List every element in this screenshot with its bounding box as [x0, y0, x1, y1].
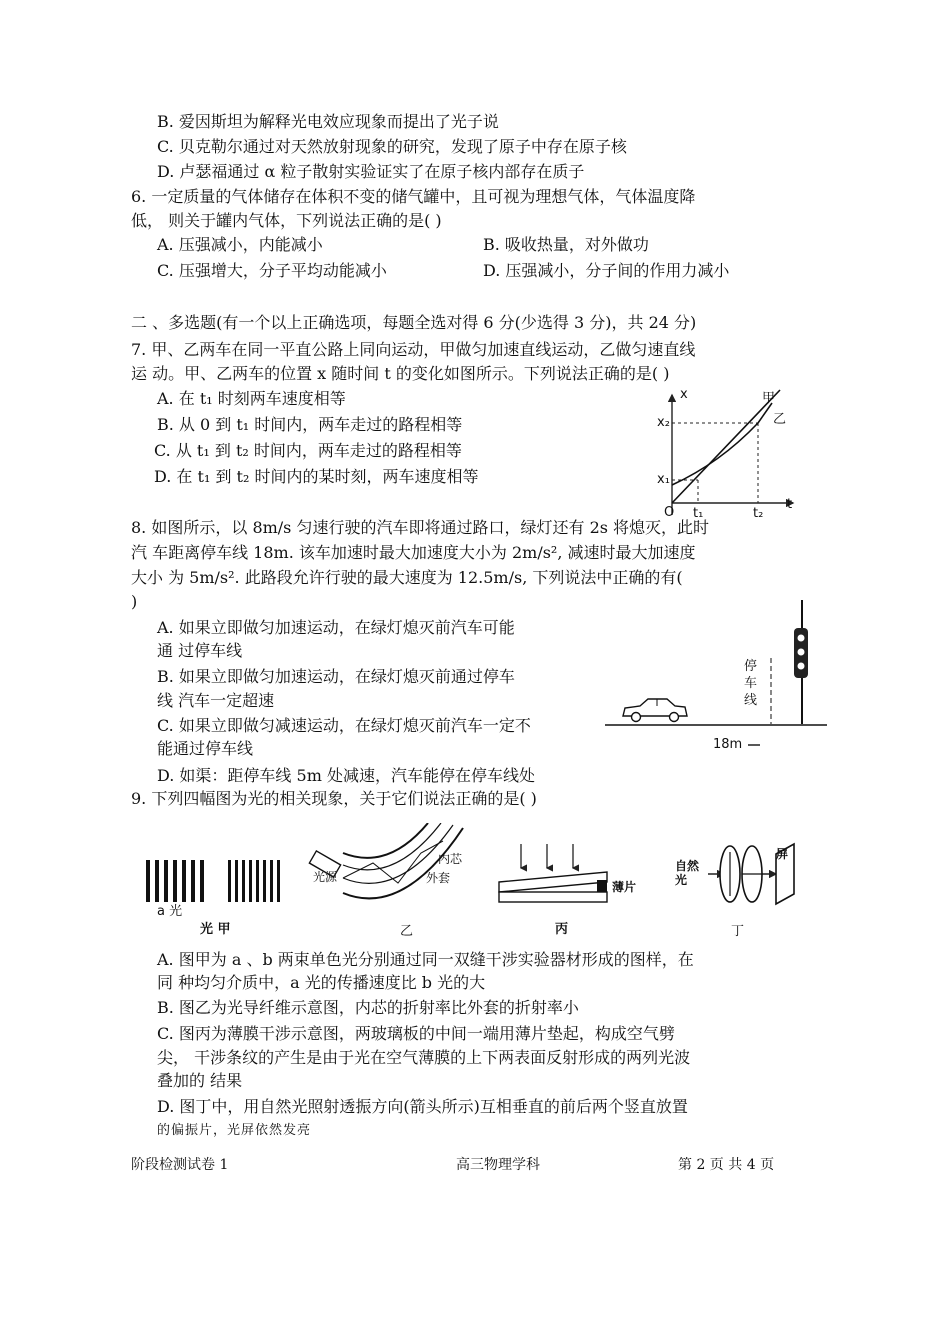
graph-line-yi	[672, 390, 780, 503]
q6-option-d: D. 压强减小，分子间的作用力减小	[483, 261, 730, 280]
footer-left: 阶段检测试卷 1	[131, 1157, 229, 1173]
footer-page-number: 第 2 页 共 4 页	[678, 1157, 775, 1173]
q8-option-a-line2: 通 过停车线	[157, 641, 243, 660]
q9-option-c-line2: 尖， 干涉条纹的产生是由于光在空气薄膜的上下两表面反射形成的两列光波	[157, 1048, 691, 1067]
section-2-heading: 二 、多选题(有一个以上正确选项，每题全选对得 6 分(少选得 3 分)，共 24 分)	[131, 313, 697, 332]
q7-graph-t-label: t	[787, 497, 793, 512]
q9-fig-bing-wedge	[497, 842, 647, 908]
q8-option-b-line2: 线 汽车一定超速	[157, 691, 275, 710]
q7-option-d: D. 在 t₁ 到 t₂ 时间内的某时刻，两车速度相等	[154, 467, 479, 486]
q9-option-a-line2: 同 种均匀介质中，a 光的传播速度比 b 光的大	[157, 973, 486, 992]
q9-fig-bing-sheet-label: 薄片	[612, 880, 637, 894]
q8-traffic-figure	[605, 598, 830, 758]
q7-graph-origin-label: O	[664, 505, 675, 520]
q9-fig-ding-screen-label: 屏	[776, 847, 789, 861]
q8-stop-line-label: 停车线	[744, 659, 758, 708]
q5-option-b: B. 爱因斯坦为解释光电效应现象而提出了光子说	[157, 112, 499, 131]
q9-option-b: B. 图乙为光导纤维示意图，内芯的折射率比外套的折射率小	[157, 998, 579, 1017]
q8-stem-line1: 8. 如图所示，以 8m/s 匀速行驶的汽车即将通过路口，绿灯还有 2s 将熄灭，此时	[131, 518, 710, 537]
q7-graph-yi-label: 乙	[773, 412, 787, 427]
q6-option-c: C. 压强增大，分子平均动能减小	[157, 261, 387, 280]
q8-option-d: D. 如渠：距停车线 5m 处减速，汽车能停在停车线处	[157, 766, 535, 785]
q7-option-b: B. 从 0 到 t₁ 时间内，两车走过的路程相等	[157, 415, 463, 434]
q9-option-d-line1: D. 图丁中，用自然光照射透振方向(箭头所示)互相垂直的前后两个竖直放置	[157, 1097, 688, 1116]
q5-option-c: C. 贝克勒尔通过对天然放射现象的研究，发现了原子中存在原子核	[157, 137, 627, 156]
q8-distance-label: 18m	[713, 737, 743, 752]
q8-stem-line4: )	[131, 592, 138, 611]
q9-fig-yi-cladding-label: 外套	[426, 871, 451, 885]
graph-curve-jia	[672, 403, 772, 485]
q7-option-c: C. 从 t₁ 到 t₂ 时间内，两车走过的路程相等	[154, 441, 462, 460]
q9-fig-yi-core-label: 内芯	[438, 852, 463, 866]
car-icon	[623, 699, 687, 722]
q7-xt-graph	[650, 385, 800, 525]
q7-stem-line2: 运 动。甲、乙两车的位置 x 随时间 t 的变化如图所示。下列说法正确的是( )	[131, 364, 670, 383]
q6-stem-line1: 6. 一定质量的气体储存在体积不变的储气罐中，且可视为理想气体，气体温度降	[131, 187, 696, 206]
q9-fig-jia-fringes	[140, 858, 310, 904]
q6-option-a: A. 压强减小，内能减小	[157, 235, 323, 254]
q8-option-a-line1: A. 如果立即做匀加速运动，在绿灯熄灭前汽车可能	[157, 618, 515, 637]
q9-option-c-line1: C. 图丙为薄膜干涉示意图，两玻璃板的中间一端用薄片垫起，构成空气劈	[157, 1024, 675, 1043]
q8-option-c-line1: C. 如果立即做匀减速运动，在绿灯熄灭前汽车一定不	[157, 716, 531, 735]
q9-fig-yi-source-label: 光源	[313, 870, 338, 884]
q9-option-a-line1: A. 图甲为 a 、b 两束单色光分别通过同一双缝干涉实验器材形成的图样，在	[157, 950, 694, 969]
q7-graph-t2-label: t₂	[753, 506, 764, 521]
q8-option-c-line2: 能通过停车线	[157, 739, 254, 758]
q8-option-b-line1: B. 如果立即做匀加速运动，在绿灯熄灭前通过停车	[157, 667, 515, 686]
q9-fig-yi-caption: 乙	[400, 924, 414, 939]
q8-stem-line2: 汽 车距离停车线 18m. 该车加速时最大加速度大小为 2m/s², 减速时最大加速度	[131, 543, 696, 562]
q9-fig-ding-light-label: 自然光	[675, 859, 700, 887]
q9-option-d-line2: 的偏振片，光屏依然发亮	[157, 1123, 312, 1138]
q9-option-c-line3: 叠加的 结果	[157, 1071, 243, 1090]
q9-stem: 9. 下列四幅图为光的相关现象，关于它们说法正确的是( )	[131, 789, 537, 808]
q8-stem-line3: 大小 为 5m/s². 此路段允许行驶的最大速度为 12.5m/s, 下列说法中正确的有(	[131, 568, 683, 587]
q7-stem-line1: 7. 甲、乙两车在同一平直公路上同向运动，甲做匀加速直线运动，乙做匀速直线	[131, 340, 696, 359]
q9-fig-bing-caption: 丙	[555, 922, 569, 937]
q7-graph-jia-label: 甲	[762, 391, 776, 406]
q9-fig-ding-caption: 丁	[731, 924, 745, 939]
footer-center: 高三物理学科	[456, 1157, 540, 1173]
q5-option-d: D. 卢瑟福通过 α 粒子散射实验证实了在原子核内部存在质子	[157, 162, 585, 181]
q6-stem-line2: 低， 则关于罐内气体，下列说法正确的是( )	[131, 211, 442, 230]
q9-fig-jia-caption: 光 甲	[200, 922, 231, 937]
q7-graph-x1-label: x₁	[657, 472, 670, 487]
q7-graph-t1-label: t₁	[693, 506, 704, 521]
q7-graph-x2-label: x₂	[657, 415, 670, 430]
q7-option-a: A. 在 t₁ 时刻两车速度相等	[157, 389, 346, 408]
q6-option-b: B. 吸收热量，对外做功	[483, 235, 649, 254]
q9-fig-a-sublabel: a 光	[157, 904, 183, 919]
q7-graph-x-label: x	[680, 387, 688, 402]
